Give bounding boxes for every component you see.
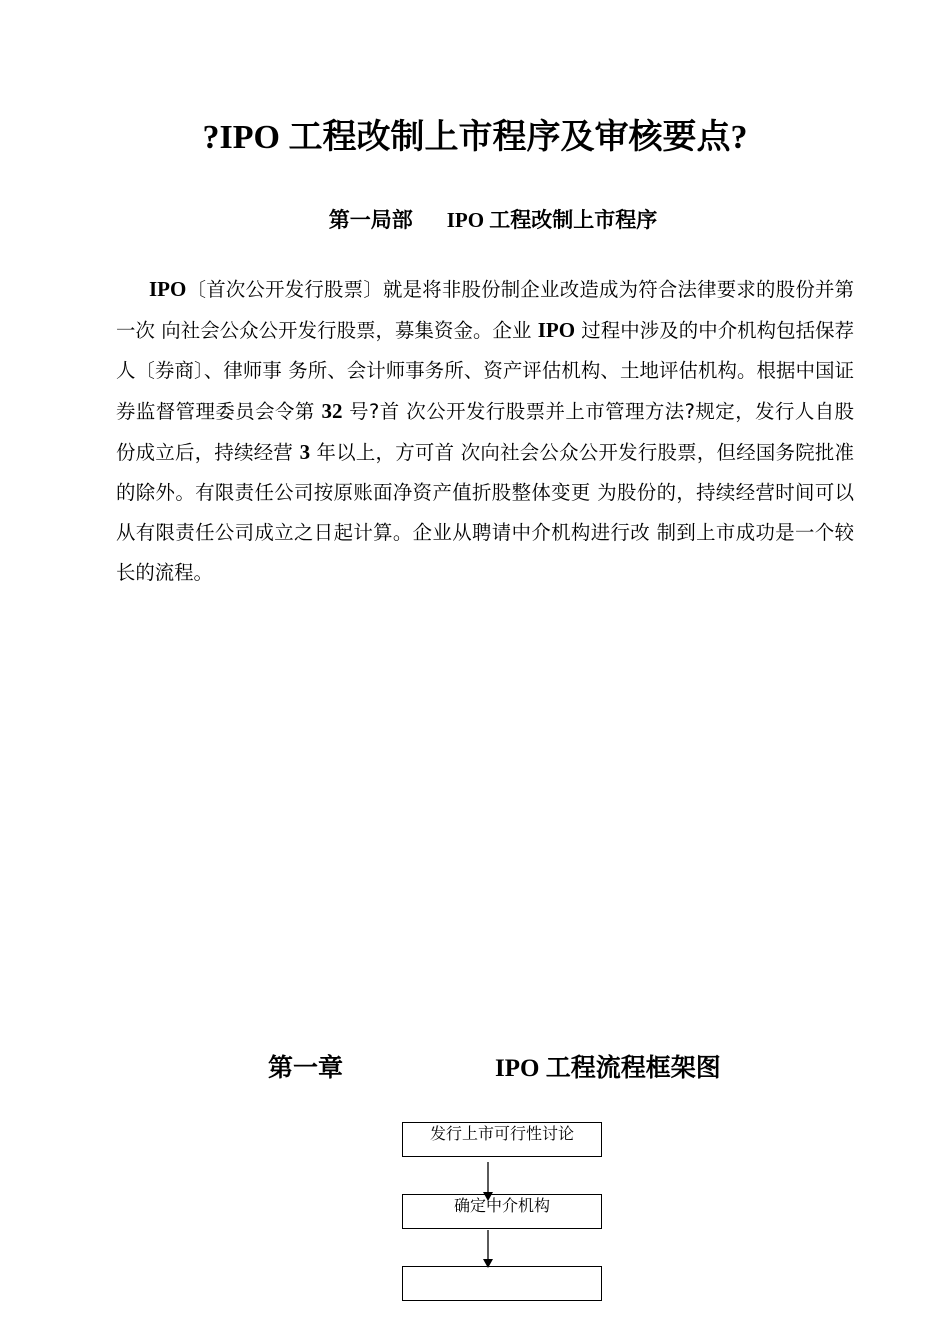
part-heading [0,206,950,234]
paragraph-run: 〔首次公开发行股票〕就是将非股份制企业改造成为符合法律要求的股份并第一次 向社会公众公开发行股票，募集资金。企业 [116,278,854,342]
flow-step-next [402,1266,602,1301]
flow-step-intermediaries [402,1194,602,1229]
chapter-number: 第一章 [268,1055,344,1082]
chapter-heading [0,1052,950,1086]
paragraph-run: 32 [321,399,343,423]
chapter-title: IPO 工程流程框架图 [495,1055,721,1082]
flow-step-label: 发行上市可行性讨论 [429,1126,574,1143]
paragraph-run: 3 [299,440,311,464]
flow-step-label: 确定中介机构 [453,1198,550,1215]
intro-paragraph [116,269,854,593]
flow-step-feasibility [402,1122,602,1157]
part-title: IPO 工程改制上市程序 [446,208,658,232]
part-number: 第一局部 [328,208,413,232]
paragraph-run: 年以上，方可首 次向社会公众公开发行股票，但经国务院批准的除外。有限责任公司按原账面净资产值折股整体变更 为股份的，持续经营时间可以从有限责任公司成立之日起计算。企业从聘请中介机构进行改 制到上市成功是一个较长的流程。 [116,441,854,584]
document-title: ?IPO 工程改制上市程序及审核要点? [202,119,748,156]
paragraph-run: 号?首 次公开发行股票并上市管理方法?规定，发行人自股份成立后，持续经营 [116,400,854,464]
paragraph-run: IPO [149,277,187,301]
flow-arrow-down-icon [482,1230,494,1270]
paragraph-run: IPO [537,318,576,342]
paragraph-run: 过程中涉及的中介机构包括保荐人〔券商〕、律师事 务所、会计师事务所、资产评估机构、土地评估机构。根据中国证券监督管理委员会令第 [116,319,854,423]
